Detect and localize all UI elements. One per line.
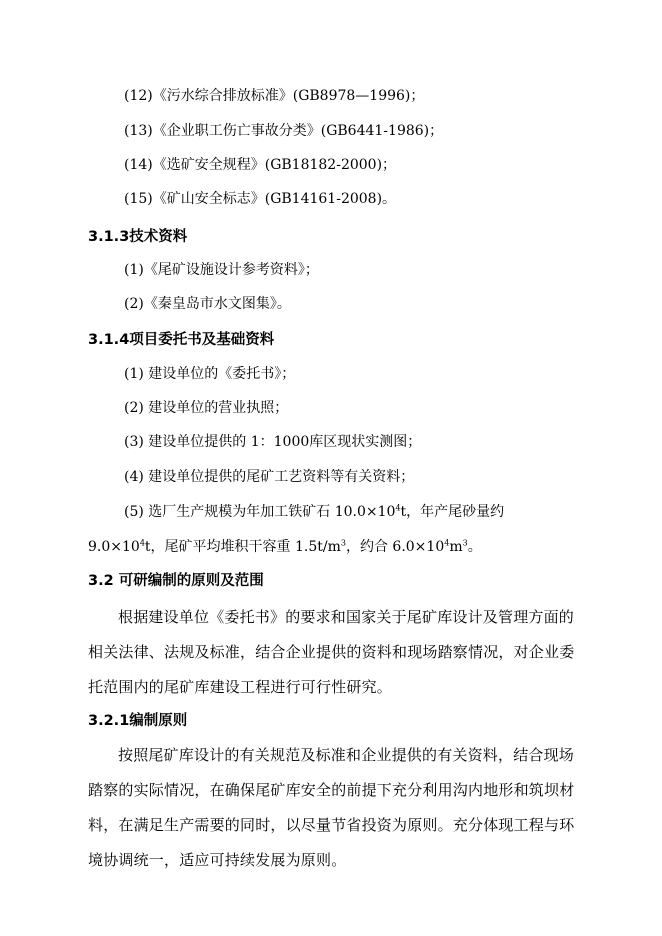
basis-item-1: (1) 建设单位的《委托书》；	[124, 366, 296, 382]
basis-item-5-line1	[124, 502, 504, 522]
tech-item-2: (2)《秦皇岛市水文图集》。	[124, 296, 291, 312]
item5-text-a: (5) 选厂生产规模为年加工铁矿石 10.0×10	[124, 504, 396, 520]
heading-project-basis: 3.1.4项目委托书及基础资料	[88, 332, 275, 348]
section-3-2-1-para-line-3: 料，在满足生产需要的同时，以尽量节省投资为原则。充分体现工程与环	[88, 816, 575, 834]
item5-text-c: 9.0×10	[88, 539, 140, 555]
item5-text-b: t，年产尾砂量约	[400, 504, 505, 520]
heading-section-3-2-1: 3.2.1编制原则	[88, 713, 188, 729]
basis-item-3: (3) 建设单位提供的 1：1000库区现状实测图；	[124, 434, 422, 450]
section-3-2-1-para-line-1: 按照尾矿库设计的有关规范及标准和企业提供的有关资料，结合现场	[118, 746, 575, 764]
item5-text-d: t，尾矿平均堆积干容重 1.5t/m	[144, 539, 341, 555]
section-3-2-para-line-3: 托范围内的尾矿库建设工程进行可行性研究。	[88, 678, 393, 696]
basis-item-2: (2) 建设单位的营业执照；	[124, 400, 289, 416]
heading-tech-materials: 3.1.3技术资料	[88, 229, 188, 245]
section-3-2-1-para-line-4: 境协调统一，适应可持续发展为原则。	[88, 851, 347, 869]
section-3-2-para-line-2: 相关法律、法规及标准，结合企业提供的资料和现场踏察情况，对企业委	[88, 643, 575, 661]
item5-exponent-5: 3	[462, 538, 468, 548]
item5-exponent-4: 4	[444, 538, 450, 548]
section-3-2-para-line-1: 根据建设单位《委托书》的要求和国家关于尾矿库设计及管理方面的	[118, 608, 575, 626]
item5-exponent-2: 4	[139, 538, 145, 548]
standard-item-15: (15)《矿山安全标志》(GB14161-2008)。	[124, 191, 397, 207]
tech-item-1: (1)《尾矿设施设计参考资料》；	[124, 262, 319, 278]
item5-text-e: ，约合 6.0×10	[345, 539, 445, 555]
section-3-2-1-para-line-2: 踏察的实际情况，在确保尾矿库安全的前提下充分利用沟内地形和筑坝材	[88, 781, 575, 799]
standard-item-13: (13)《企业职工伤亡事故分类》(GB6441-1986)；	[124, 123, 444, 139]
item5-text-f: m	[449, 539, 463, 555]
basis-item-5-line2	[88, 537, 482, 557]
item5-exponent-3: 3	[340, 538, 346, 548]
item5-text-g: 。	[467, 539, 482, 555]
standard-item-14: (14)《选矿安全规程》(GB18182-2000)；	[124, 157, 397, 173]
basis-item-4: (4) 建设单位提供的尾矿工艺资料等有关资料；	[124, 469, 415, 485]
heading-section-3-2: 3.2 可研编制的原则及范围	[88, 573, 264, 589]
item5-exponent-1: 4	[395, 503, 401, 513]
standard-item-12: (12)《污水综合排放标准》(GB8978—1996)；	[124, 88, 425, 104]
